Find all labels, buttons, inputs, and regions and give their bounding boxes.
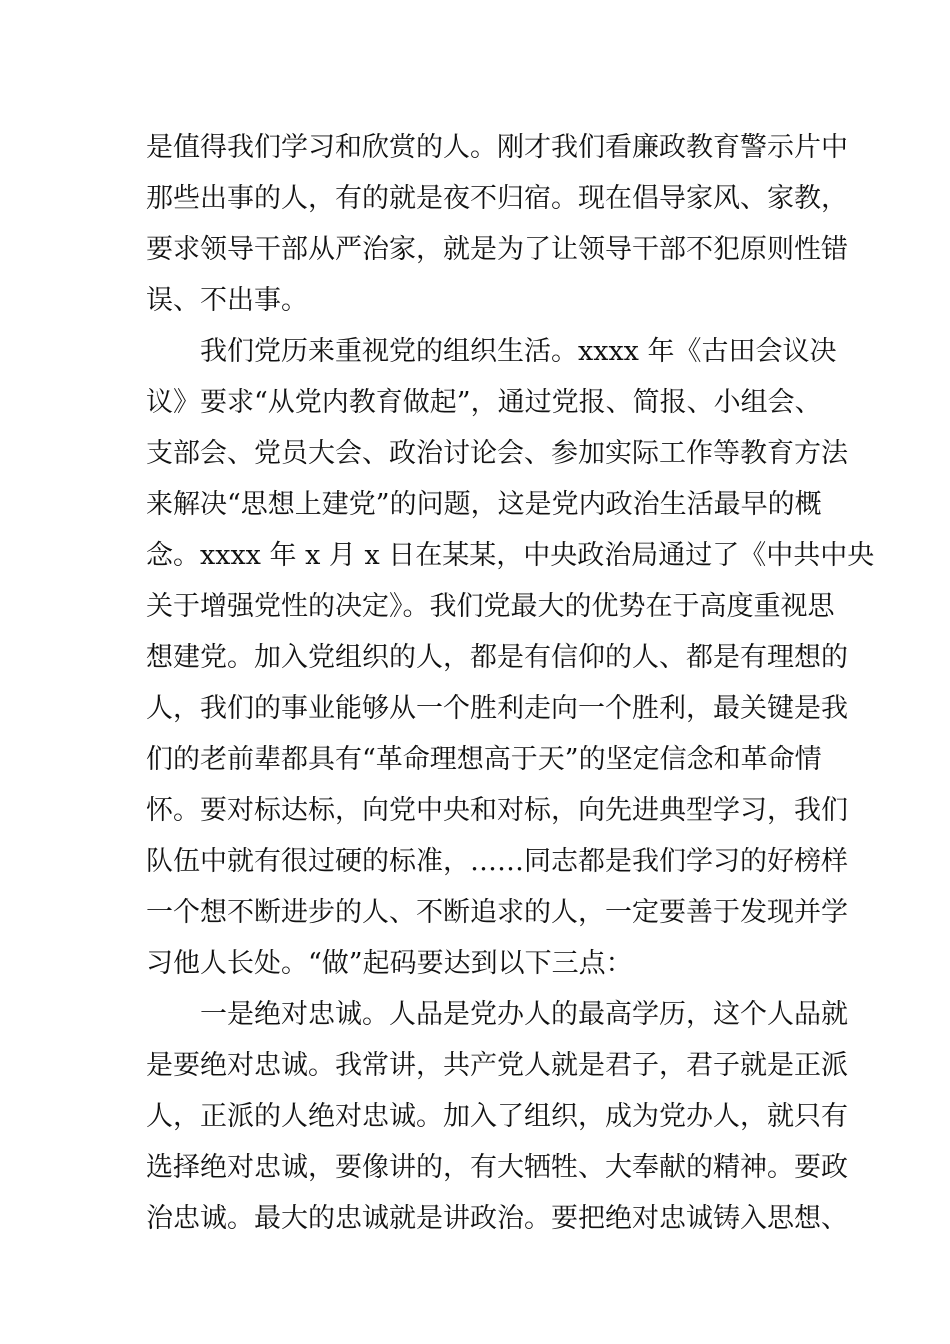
paragraph-start-line: 一是绝对忠诚。人品是党办人的最高学历，这个人品就 xyxy=(200,999,848,1030)
text-line: 们的老前辈都具有“革命理想高于天”的坚定信念和革命情 xyxy=(146,744,822,775)
text-line: 人，正派的人绝对忠诚。加入了组织，成为党办人，就只有 xyxy=(146,1101,848,1132)
text-line: 念。xxxx 年 x 月 x 日在某某，中央政治局通过了《中共中央 xyxy=(146,540,875,571)
text-line: 习他人长处。“做”起码要达到以下三点： xyxy=(146,948,633,979)
text-line: 怀。要对标达标，向党中央和对标，向先进典型学习，我们 xyxy=(146,795,848,826)
paragraph-start-line: 我们党历来重视党的组织生活。xxxx 年《古田会议决 xyxy=(200,336,837,367)
text-line: 一个想不断进步的人、不断追求的人，一定要善于发现并学 xyxy=(146,897,848,928)
text-line: 治忠诚。最大的忠诚就是讲政治。要把绝对忠诚铸入思想、 xyxy=(146,1203,848,1234)
text-line: 支部会、党员大会、政治讨论会、参加实际工作等教育方法 xyxy=(146,438,848,469)
text-line: 议》要求“从党内教育做起”，通过党报、简报、小组会、 xyxy=(146,387,822,418)
text-line: 是值得我们学习和欣赏的人。刚才我们看廉政教育警示片中 xyxy=(146,132,848,163)
text-line: 要求领导干部从严治家，就是为了让领导干部不犯原则性错 xyxy=(146,234,848,265)
text-line: 那些出事的人，有的就是夜不归宿。现在倡导家风、家教， xyxy=(146,183,848,214)
text-line: 选择绝对忠诚，要像讲的，有大牺牲、大奉献的精神。要政 xyxy=(146,1152,848,1183)
text-line: 关于增强党性的决定》。我们党最大的优势在于高度重视思 xyxy=(146,591,835,622)
text-line: 人，我们的事业能够从一个胜利走向一个胜利，最关键是我 xyxy=(146,693,848,724)
text-line: 想建党。加入党组织的人，都是有信仰的人、都是有理想的 xyxy=(146,642,848,673)
text-line: 来解决“思想上建党”的问题，这是党内政治生活最早的概 xyxy=(146,489,822,520)
text-line: 队伍中就有很过硬的标准，……同志都是我们学习的好榜样 xyxy=(146,846,848,877)
text-line: 误、不出事。 xyxy=(146,285,308,316)
text-line: 是要绝对忠诚。我常讲，共产党人就是君子，君子就是正派 xyxy=(146,1050,848,1081)
